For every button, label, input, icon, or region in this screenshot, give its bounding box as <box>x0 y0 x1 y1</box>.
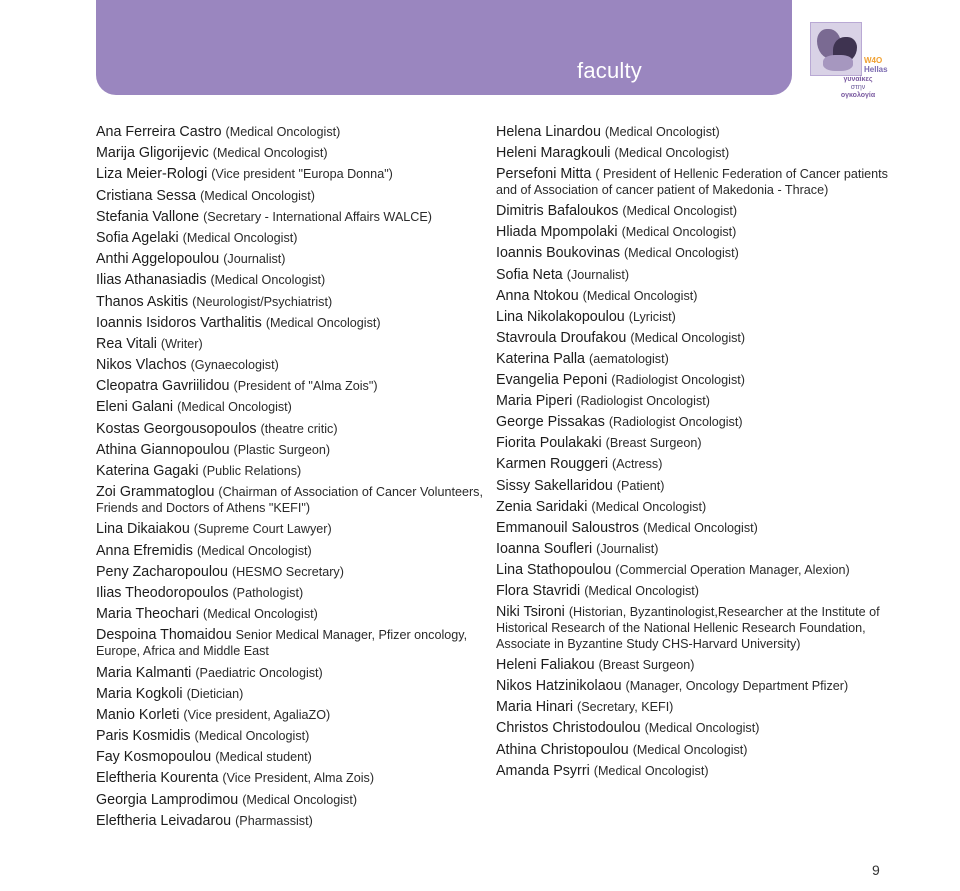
faculty-role: (Actress) <box>612 457 663 472</box>
faculty-name: Kostas Georgousopoulos <box>96 420 257 437</box>
faculty-entry <box>96 686 496 702</box>
faculty-name: Emmanouil Saloustros <box>496 519 640 536</box>
page-title: faculty <box>577 58 642 83</box>
faculty-role: (theatre critic) <box>260 421 338 436</box>
faculty-name: Sofia Agelaki <box>96 229 179 246</box>
faculty-role: (Historian, Byzantinologist,Researcher at the Institute of Historical Research of the National Hellenic Research Foundation, Associate in Byzantine Study CHS-Harvard University) <box>496 605 880 652</box>
faculty-name: Nikos Hatzinikolaou <box>496 678 622 695</box>
faculty-name: Maria Piperi <box>496 393 573 410</box>
faculty-entry <box>496 541 896 557</box>
faculty-entry <box>96 728 496 744</box>
faculty-name: Karmen Rouggeri <box>496 456 609 473</box>
faculty-entry <box>496 678 896 694</box>
faculty-role: (Chairman of Association of Cancer Volunteers, Friends and Doctors of Athens "KEFI") <box>96 485 483 516</box>
faculty-role: (Medical Oncologist) <box>584 583 699 598</box>
faculty-name: Lina Nikolakopoulou <box>496 308 625 325</box>
faculty-role: (Secretary, KEFI) <box>577 700 674 715</box>
faculty-name: Anthi Aggelopoulou <box>96 251 220 268</box>
faculty-name: Zenia Saridaki <box>496 498 588 515</box>
faculty-role: (Radiologist Oncologist) <box>608 415 743 430</box>
faculty-name: Katerina Palla <box>496 350 586 367</box>
faculty-name: Evangelia Peponi <box>496 372 608 389</box>
faculty-name: George Pissakas <box>496 414 605 431</box>
faculty-role: (Pathologist) <box>232 585 304 600</box>
faculty-name: Amanda Psyrri <box>496 762 590 779</box>
faculty-entry <box>96 463 496 479</box>
faculty-role: (Breast Surgeon) <box>605 436 702 451</box>
faculty-role: (Medical Oncologist) <box>196 543 312 558</box>
faculty-entry <box>496 520 896 536</box>
faculty-entry <box>496 604 896 652</box>
faculty-name: Thanos Askitis <box>96 293 189 310</box>
faculty-role: (Medical Oncologist) <box>194 729 310 744</box>
faculty-name: Maria Kalmanti <box>96 664 192 681</box>
faculty-name: Persefoni Mitta <box>496 166 592 183</box>
header-band <box>96 0 792 95</box>
faculty-role: (Writer) <box>160 336 203 351</box>
faculty-name: Lina Dikaiakou <box>96 521 190 538</box>
faculty-entry <box>96 145 496 161</box>
faculty-entry <box>496 720 896 736</box>
faculty-role: (Medical Oncologist) <box>604 125 720 139</box>
faculty-entry <box>96 357 496 373</box>
faculty-role: (Neurologist/Psychiatrist) <box>192 294 333 309</box>
faculty-role: (Vice president, AgaliaZO) <box>183 707 331 722</box>
faculty-name: Georgia Lamprodimou <box>96 791 239 808</box>
faculty-name: Athina Christopoulou <box>496 741 629 758</box>
faculty-name: Christos Christodoulou <box>496 720 641 737</box>
faculty-entry <box>496 267 896 283</box>
faculty-entry <box>96 707 496 723</box>
faculty-role: Senior Medical Manager, Pfizer oncology, Europe, Africa and Middle East <box>96 628 468 659</box>
faculty-role: (Medical Oncologist) <box>644 721 760 736</box>
faculty-role: (Medical Oncologist) <box>630 330 746 345</box>
faculty-entry <box>96 564 496 580</box>
faculty-list-right <box>496 124 896 784</box>
faculty-name: Katerina Gagaki <box>96 463 199 479</box>
faculty-entry <box>96 813 496 829</box>
faculty-entry <box>96 484 496 516</box>
faculty-name: Maria Hinari <box>496 699 574 716</box>
faculty-role: (Journalist) <box>223 252 286 267</box>
faculty-name: Heleni Faliakou <box>496 657 595 674</box>
faculty-name: Rea Vitali <box>96 335 157 352</box>
faculty-name: Maria Kogkoli <box>96 685 183 702</box>
faculty-entry <box>496 499 896 515</box>
faculty-entry <box>496 478 896 494</box>
faculty-role: (Medical Oncologist) <box>265 315 381 330</box>
faculty-role: (Radiologist Oncologist) <box>611 373 745 388</box>
faculty-role: (Paediatric Oncologist) <box>195 665 323 680</box>
faculty-name: Hliada Mpompolaki <box>496 224 618 241</box>
faculty-entry <box>496 583 896 599</box>
faculty-role: (Medical Oncologist) <box>203 607 318 622</box>
faculty-name: Stavroula Droufakou <box>496 329 627 346</box>
faculty-role: (Medical Oncologist) <box>623 246 739 261</box>
w4o-hellas-logo <box>806 20 886 106</box>
faculty-entry <box>496 351 896 367</box>
faculty-role: (Medical Oncologist) <box>621 225 737 240</box>
faculty-name: Anna Efremidis <box>96 542 193 559</box>
faculty-entry <box>496 166 896 198</box>
faculty-entry <box>496 435 896 451</box>
faculty-entry <box>496 562 896 578</box>
faculty-name: Niki Tsironi <box>496 604 565 621</box>
faculty-name: Lina Stathopoulou <box>496 561 612 578</box>
faculty-name: Ana Ferreira Castro <box>96 124 222 140</box>
faculty-name: Peny Zacharopoulou <box>96 563 228 580</box>
faculty-name: Despoina Thomaidou <box>96 627 232 644</box>
faculty-name: Cleopatra Gavriilidou <box>96 378 230 395</box>
faculty-role: (Medical Oncologist) <box>242 792 358 807</box>
faculty-entry <box>96 399 496 415</box>
logo-brand: W4O Hellas <box>864 56 888 74</box>
faculty-role: (Radiologist Oncologist) <box>576 394 710 409</box>
faculty-entry <box>496 330 896 346</box>
logo-tagline: γυναίκες στην ογκολογία <box>840 76 876 99</box>
faculty-entry <box>96 792 496 808</box>
faculty-name: Sissy Sakellaridou <box>496 477 613 494</box>
faculty-role: (Secretary - International Affairs WALCE) <box>203 209 432 224</box>
faculty-entry <box>96 665 496 681</box>
faculty-name: Stefania Vallone <box>96 208 200 225</box>
faculty-entry <box>96 421 496 437</box>
faculty-name: Paris Kosmidis <box>96 728 191 745</box>
faculty-name: Eleni Galani <box>96 399 174 416</box>
faculty-entry <box>96 188 496 204</box>
faculty-entry <box>96 272 496 288</box>
faculty-entry <box>496 414 896 430</box>
faculty-role: (Gynaecologist) <box>190 358 279 373</box>
faculty-role: (Lyricist) <box>628 309 676 324</box>
faculty-entry <box>96 336 496 352</box>
faculty-entry <box>496 763 896 779</box>
faculty-entry <box>96 251 496 267</box>
faculty-entry <box>496 456 896 472</box>
faculty-name: Ioannis Isidoros Varthalitis <box>96 314 262 331</box>
faculty-role: (Pharmassist) <box>235 813 313 828</box>
faculty-role: (Medical Oncologist) <box>210 273 326 288</box>
faculty-role: (Manager, Oncology Department Pfizer) <box>625 679 849 694</box>
faculty-entry <box>96 124 496 140</box>
faculty-entry <box>96 543 496 559</box>
faculty-name: Heleni Maragkouli <box>496 145 611 162</box>
faculty-role: (Medical Oncologist) <box>200 188 315 203</box>
faculty-name: Fay Kosmopoulou <box>96 749 212 766</box>
faculty-role: (Medical Oncologist) <box>212 146 328 161</box>
faculty-name: Anna Ntokou <box>496 287 579 304</box>
faculty-role: (Commercial Operation Manager, Alexion) <box>615 562 850 577</box>
faculty-role: (Patient) <box>616 478 665 493</box>
faculty-name: Maria Theochari <box>96 606 200 623</box>
faculty-role: (Medical Oncologist) <box>177 400 292 415</box>
faculty-name: Cristiana Sessa <box>96 187 197 204</box>
faculty-role: (Journalist) <box>566 267 630 282</box>
faculty-entry <box>496 309 896 325</box>
faculty-role: (HESMO Secretary) <box>231 564 344 579</box>
faculty-entry <box>96 378 496 394</box>
logo-artwork <box>810 22 862 76</box>
faculty-role: (Supreme Court Lawyer) <box>193 522 332 537</box>
faculty-name: Eleftheria Kourenta <box>96 770 219 787</box>
faculty-entry <box>96 230 496 246</box>
faculty-name: Manio Korleti <box>96 706 180 723</box>
faculty-role: (Medical Oncologist) <box>182 230 298 245</box>
faculty-name: Ilias Theodoropoulos <box>96 584 229 601</box>
faculty-name: Marija Gligorijevic <box>96 145 209 162</box>
faculty-name: Flora Stavridi <box>496 582 581 599</box>
faculty-name: Ioannis Boukovinas <box>496 245 620 262</box>
faculty-entry <box>96 606 496 622</box>
faculty-entry <box>96 627 496 659</box>
faculty-list-left <box>96 124 496 834</box>
faculty-name: Eleftheria Leivadarou <box>96 812 232 829</box>
faculty-role: (Medical Oncologist) <box>225 125 341 139</box>
faculty-entry <box>496 145 896 161</box>
faculty-role: (Plastic Surgeon) <box>233 442 331 457</box>
faculty-role: (Medical Oncologist) <box>622 204 738 219</box>
faculty-entry <box>496 224 896 240</box>
faculty-role: (Medical Oncologist) <box>614 146 730 161</box>
faculty-entry <box>496 657 896 673</box>
faculty-entry <box>496 742 896 758</box>
faculty-entry <box>96 585 496 601</box>
faculty-entry <box>496 124 896 140</box>
faculty-entry <box>96 770 496 786</box>
faculty-entry <box>96 166 496 182</box>
faculty-name: Helena Linardou <box>496 124 601 140</box>
faculty-role: (Medical Oncologist) <box>582 288 698 303</box>
faculty-name: Zoi Grammatoglou <box>96 484 215 501</box>
faculty-role: (Medical student) <box>215 750 312 765</box>
faculty-role: (Dietician) <box>186 686 244 701</box>
faculty-entry <box>496 203 896 219</box>
faculty-name: Ilias Athanasiadis <box>96 272 207 289</box>
faculty-name: Ioanna Soufleri <box>496 540 593 557</box>
faculty-name: Liza Meier-Rologi <box>96 166 208 183</box>
faculty-name: Fiorita Poulakaki <box>496 435 602 452</box>
faculty-entry <box>96 521 496 537</box>
faculty-entry <box>496 372 896 388</box>
faculty-entry <box>96 442 496 458</box>
faculty-entry <box>96 749 496 765</box>
faculty-entry <box>96 209 496 225</box>
page-number: 9 <box>872 862 880 878</box>
faculty-entry <box>496 245 896 261</box>
faculty-entry <box>496 288 896 304</box>
faculty-name: Nikos Vlachos <box>96 357 187 374</box>
faculty-name: Athina Giannopoulou <box>96 441 230 458</box>
faculty-role: (Vice President, Alma Zois) <box>222 771 375 786</box>
faculty-entry <box>496 393 896 409</box>
faculty-role: (Public Relations) <box>202 464 302 478</box>
faculty-role: (Journalist) <box>596 541 659 556</box>
faculty-role: (Medical Oncologist) <box>593 763 709 778</box>
faculty-role: (aematologist) <box>589 351 669 366</box>
faculty-entry <box>496 699 896 715</box>
faculty-role: (Medical Oncologist) <box>591 499 707 514</box>
faculty-role: (Vice president "Europa Donna") <box>211 167 393 182</box>
faculty-role: (Medical Oncologist) <box>632 742 748 757</box>
faculty-name: Dimitris Bafaloukos <box>496 203 619 220</box>
faculty-role: (President of "Alma Zois") <box>233 379 378 394</box>
faculty-role: (Medical Oncologist) <box>643 520 758 535</box>
faculty-role: (Breast Surgeon) <box>598 658 695 673</box>
faculty-entry <box>96 315 496 331</box>
faculty-name: Sofia Neta <box>496 266 563 283</box>
faculty-role: ( President of Hellenic Federation of Cancer patients and of Association of cancer patient of Makedonia - Thrace) <box>496 167 888 198</box>
faculty-entry <box>96 294 496 310</box>
